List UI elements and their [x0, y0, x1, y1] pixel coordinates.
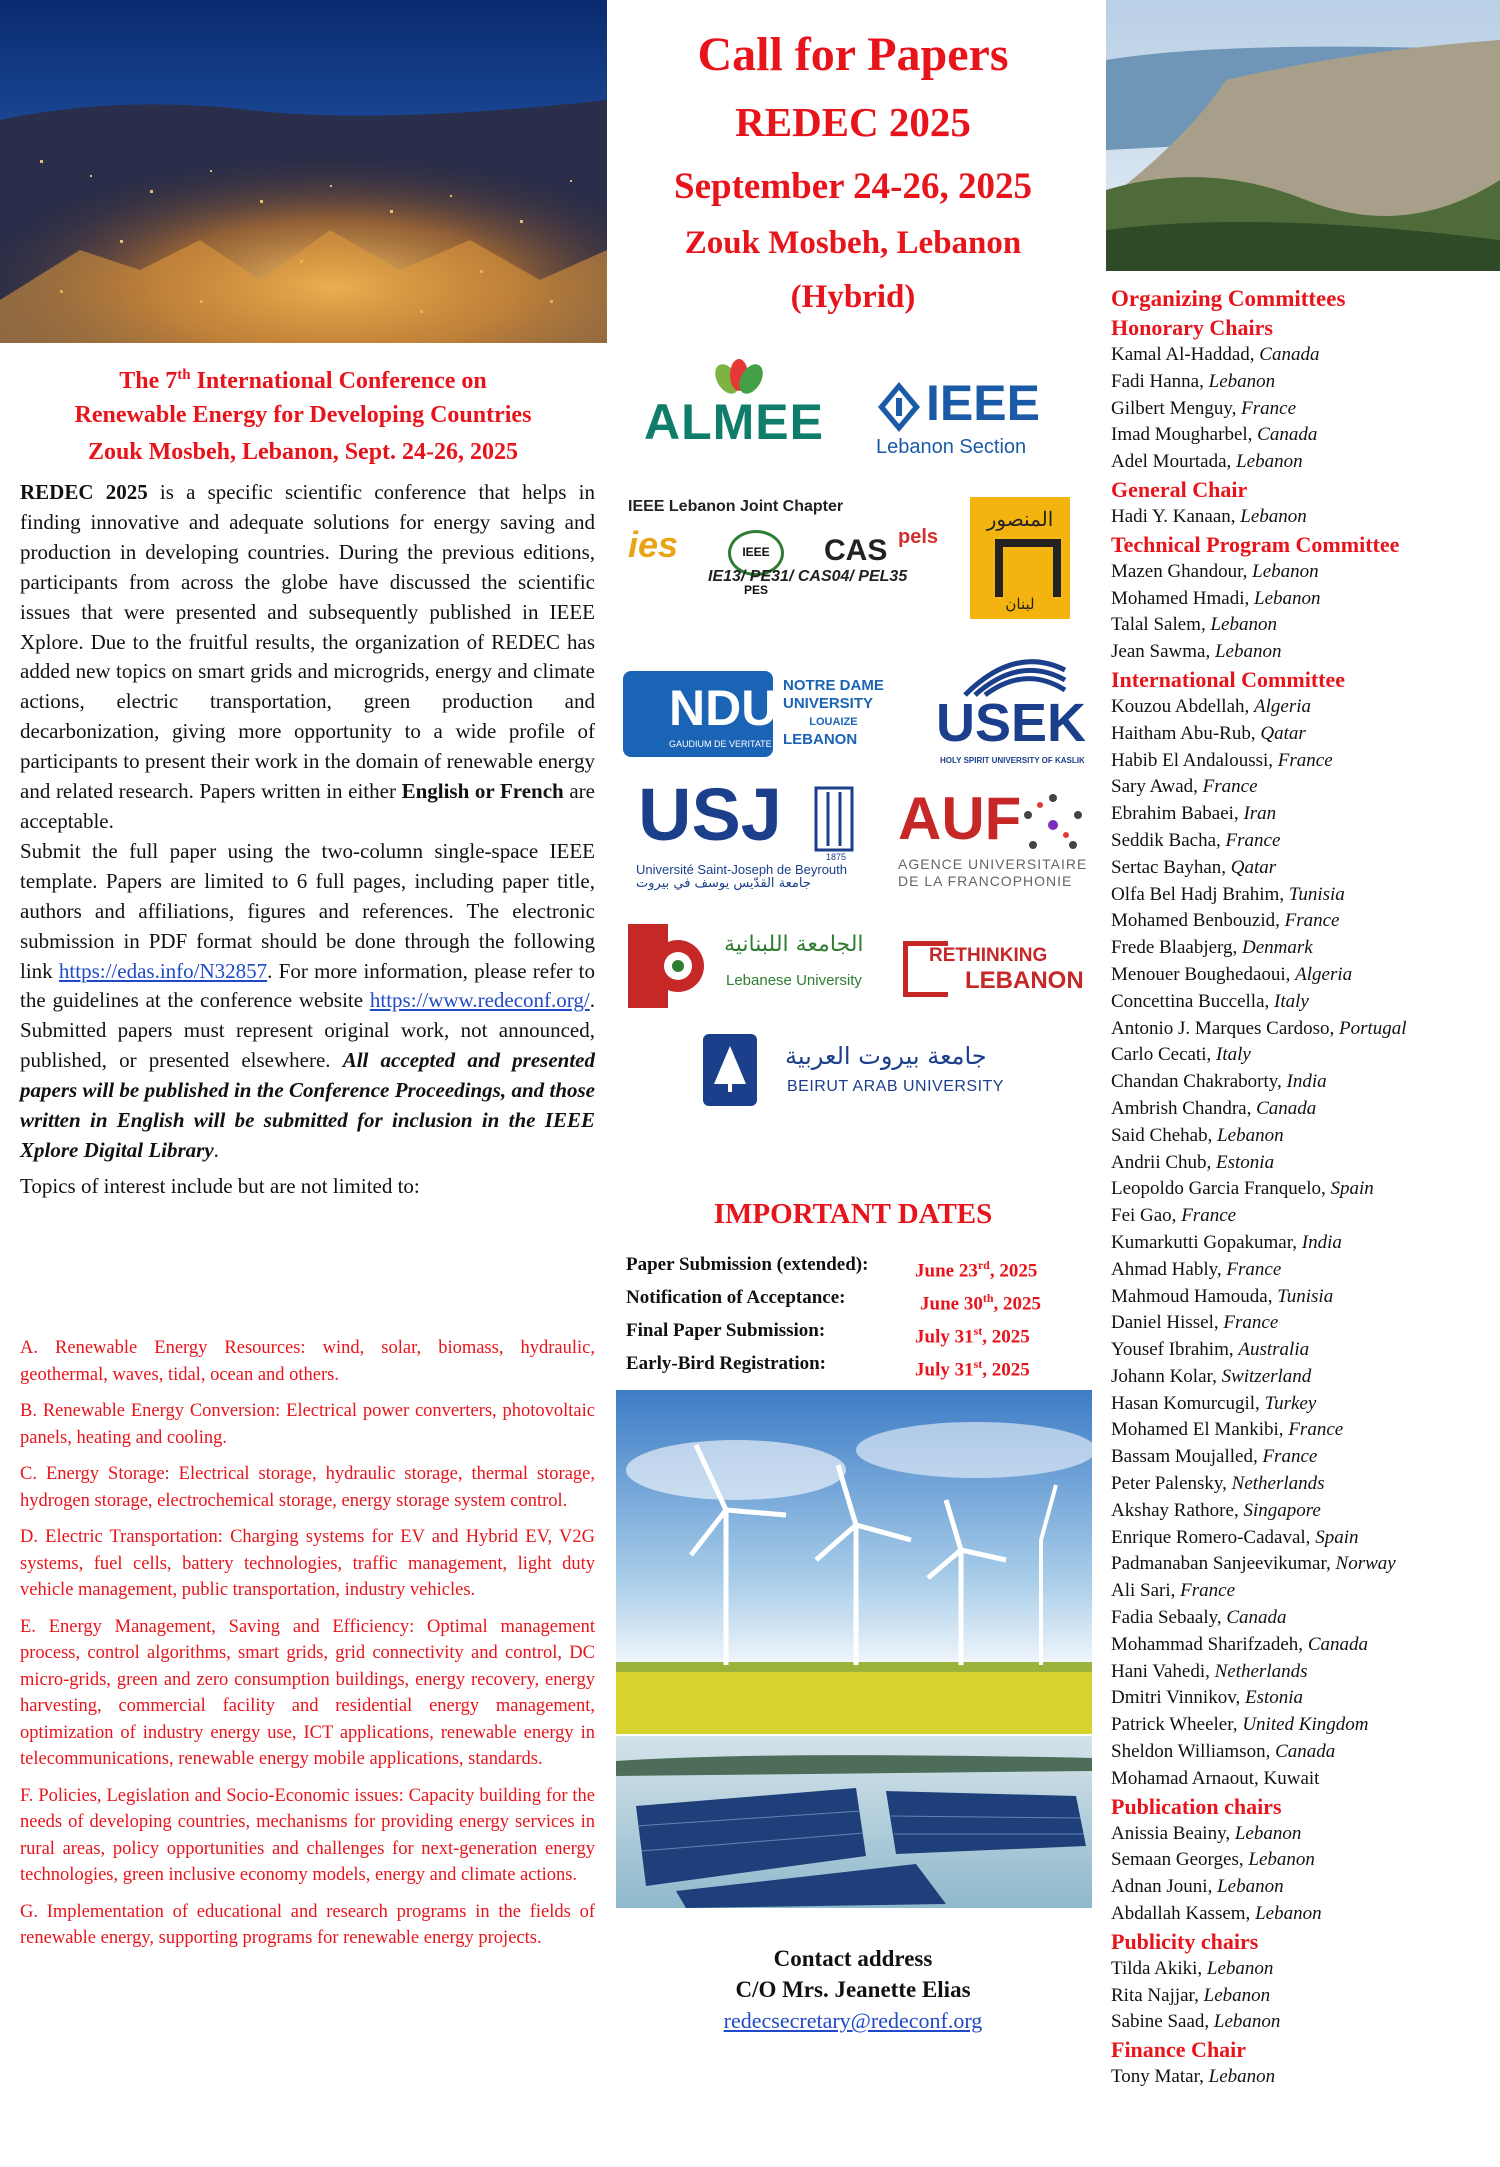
committee-group-title: Publicity chairs: [1111, 1928, 1259, 1954]
committee-member: [1111, 1525, 1496, 1552]
member-country: Singapore: [1243, 1499, 1321, 1521]
member-name: Johann Kolar,: [1111, 1365, 1222, 1387]
member-name: Chandan Chakraborty,: [1111, 1071, 1287, 1093]
ieee-joint-chapter-logo: IEEE Lebanon Joint Chapter ies IEEE PES CAS pels IE13/ PE31/ CAS04/ PEL35: [628, 498, 939, 597]
member-name: Imad Mougharbel,: [1111, 424, 1258, 446]
committee-member: [1111, 855, 1496, 882]
committee-group-title: General Chair: [1111, 476, 1248, 502]
member-country: India: [1301, 1231, 1342, 1253]
intro-paragraph-2: Submit the full paper using the two-column single-space IEEE template. Papers are limited to 6 full pages, including paper title, authors and affiliations, figures and references. The electronic submission in PDF format should be done through the following link https://edas.info/N32857. For more information, please refer to the guidelines at the conference website https://www.redeconf.org/. Submitted papers must represent original work, not announced, published, or presented elsewhere. All accepted and presented papers will be published in the Conference Proceedings, and those written in English will be submitted for inclusion in the IEEE Xplore Digital Library.: [20, 838, 596, 1162]
committee-member: [1111, 449, 1496, 476]
floating-solar-photo: [616, 1736, 1092, 1908]
committee-member: [1111, 935, 1496, 962]
pels-logo: pels: [898, 526, 939, 548]
committee-member: [1111, 801, 1496, 828]
member-name: Kamal Al-Haddad,: [1111, 344, 1260, 365]
member-country: France: [1277, 749, 1333, 771]
committee-member: [1111, 422, 1496, 449]
member-country: Lebanon: [1203, 1984, 1271, 2006]
conference-title-line3: Zouk Mosbeh, Lebanon, Sept. 24-26, 2025: [87, 439, 519, 465]
almee-leaf-icon: [709, 357, 769, 397]
member-name: Andrii Chub,: [1111, 1151, 1217, 1173]
member-name: Hasan Komurcugil,: [1111, 1392, 1265, 1414]
intro-paragraph-1: REDEC 2025 is a specific scientific conference that helps in finding innovative and adequate solutions for energy saving and production in developing countries. During the previous editions, participants from across the globe have discussed the scientific issues that were presented and subsequently published in IEEE Xplore. Due to the fruitful results, the organization of REDEC has added new topics on smart grids and microgrids, energy and climate actions, electric transportation, green production and decarbonization, giving more opportunity to a wide profile of participants to present their work in the domain of renewable energy and related research. Papers written in either English or French are acceptable.: [20, 480, 595, 833]
ieee-diamond-icon: [876, 380, 922, 434]
member-name: Mohamed El Mankibi,: [1111, 1419, 1289, 1441]
member-name: Hani Vahedi,: [1111, 1660, 1215, 1682]
committee-group-title: International Committee: [1111, 666, 1346, 692]
member-country: Lebanon: [1217, 1124, 1284, 1146]
member-country: Tunisia: [1277, 1285, 1334, 1307]
header-call-for-papers: Call for Papers: [697, 28, 1009, 81]
edas-submission-link[interactable]: https://edas.info/N32857: [58, 958, 268, 983]
mansour-logo: المنصور لبنان: [970, 497, 1070, 619]
member-name: Daniel Hissel,: [1111, 1312, 1224, 1334]
committee-member: [1111, 1096, 1496, 1123]
member-country: Lebanon: [1240, 505, 1307, 527]
member-country: Lebanon: [1254, 587, 1321, 609]
member-country: Lebanon: [1214, 641, 1282, 663]
member-country: Lebanon: [1213, 2011, 1281, 2033]
member-name: Haitham Abu-Rub,: [1111, 722, 1261, 744]
member-country: Qatar: [1260, 722, 1306, 744]
topic-item: E. Energy Management, Saving and Efficiency: Optimal management process, control algorithms, smart grids, grid connectivity and control, DC micro-grids, green and zero consumption buildings, energy recovery, energy harvesting, commercial facility and residential energy management, optimization of industry energy use, ICT applications, renewable energy in telecommunications, renewable energy mobile applications, standards.: [20, 1616, 595, 1769]
member-name: Akshay Rathore,: [1111, 1499, 1244, 1521]
committee-member: [1111, 962, 1496, 989]
member-country: Italy: [1274, 990, 1309, 1012]
contact-email-link[interactable]: redecsecretary@redeconf.org: [723, 2008, 983, 2033]
topics-lead: Topics of interest include but are not limited to:: [20, 1173, 420, 1198]
topic-item: G. Implementation of educational and research programs in the fields of renewable energy, supporting programs for renewable energy projects.: [20, 1901, 595, 1948]
member-name: Mazen Ghandour,: [1111, 560, 1253, 582]
beirut-night-photo: [0, 0, 607, 343]
committee-member: [1111, 1123, 1496, 1150]
conference-title-line2: Renewable Energy for Developing Countries: [74, 402, 532, 428]
member-country: France: [1223, 1312, 1279, 1334]
usek-arc-icon: [960, 650, 1070, 698]
committee-member: [1111, 1551, 1496, 1578]
member-name: Tilda Akiki,: [1111, 1957, 1207, 1979]
member-country: Spain: [1330, 1178, 1374, 1200]
member-name: Olfa Bel Hadj Brahim,: [1111, 883, 1289, 905]
committee-member: [1111, 586, 1496, 613]
member-country: Spain: [1315, 1526, 1359, 1548]
member-name: Padmanaban Sanjeevikumar,: [1111, 1553, 1336, 1575]
usek-logo: USEK HOLY SPIRIT UNIVERSITY OF KASLIK: [930, 650, 1090, 770]
committee-member: [1111, 1203, 1496, 1230]
committee-member: [1111, 1284, 1496, 1311]
committee-member: [1111, 504, 1496, 531]
committee-member: [1111, 1632, 1496, 1659]
conference-title: [18, 358, 588, 469]
member-name: Mohamad Arnaout, Kuwait: [1111, 1767, 1320, 1789]
member-country: Portugal: [1338, 1017, 1407, 1039]
committee-member: [1111, 1310, 1496, 1337]
usj-tower-icon: [814, 786, 854, 852]
member-country: United Kingdom: [1242, 1714, 1369, 1736]
committee-group-title: Publication chairs: [1111, 1793, 1282, 1819]
member-name: Menouer Boughedaoui,: [1111, 963, 1296, 985]
member-country: Canada: [1257, 424, 1318, 446]
pes-logo: IEEE PES: [728, 530, 784, 576]
member-country: Lebanon: [1234, 1822, 1302, 1844]
topic-item: A. Renewable Energy Resources: wind, solar, biomass, hydraulic, geothermal, waves, tidal, ocean and others.: [20, 1338, 595, 1385]
ies-logo: ies: [628, 524, 679, 565]
member-country: Lebanon: [1252, 560, 1319, 582]
committee-member: [1111, 369, 1496, 396]
topic-item: C. Energy Storage: Electrical storage, hydraulic storage, thermal storage, hydrogen storage, electrochemical storage, energy storage system control.: [20, 1464, 595, 1511]
committee-member: [1111, 748, 1496, 775]
committee-member: [1111, 1444, 1496, 1471]
member-country: France: [1180, 1580, 1236, 1602]
member-name: Fadi Hanna,: [1111, 370, 1209, 392]
committee-member: [1111, 1016, 1496, 1043]
member-name: Mahmoud Hamouda,: [1111, 1285, 1278, 1307]
committee-member: [1111, 882, 1496, 909]
member-country: Algeria: [1254, 695, 1312, 717]
date-row: Final Paper Submission: July 31st, 2025: [626, 1320, 1030, 1348]
committee-member: [1111, 1230, 1496, 1257]
member-name: Mohamed Benbouzid,: [1111, 910, 1285, 932]
member-name: Bassam Moujalled,: [1111, 1446, 1263, 1468]
committee-member: [1111, 1257, 1496, 1284]
member-country: Lebanon: [1206, 1957, 1274, 1979]
member-country: Qatar: [1230, 856, 1277, 878]
member-name: Sary Awad,: [1111, 776, 1203, 798]
committee-member: [1111, 396, 1496, 423]
committee-member: [1111, 1901, 1496, 1928]
member-country: Canada: [1307, 1633, 1368, 1655]
member-name: Ambrish Chandra,: [1111, 1097, 1257, 1119]
committee-member: [1111, 1659, 1496, 1686]
committee-member: [1111, 774, 1496, 801]
member-name: Yousef Ibrahim,: [1111, 1339, 1239, 1361]
member-name: Ahmad Hably,: [1111, 1258, 1227, 1280]
beirut-arab-university-logo: جامعة بيروت العربية BEIRUT ARAB UNIVERSITY: [703, 1034, 1023, 1114]
conference-website-link[interactable]: https://www.redeconf.org/: [369, 988, 590, 1013]
committee-member: [1111, 2009, 1496, 2036]
conference-title-line1: The 7th International Conference on: [119, 367, 487, 394]
member-name: Jean Sawma,: [1111, 641, 1215, 663]
member-country: France: [1225, 829, 1281, 851]
member-country: Lebanon: [1217, 1876, 1284, 1898]
committee-member: [1111, 694, 1496, 721]
member-country: Canada: [1259, 344, 1320, 365]
committee-member: [1111, 908, 1496, 935]
committee-member: [1111, 1069, 1496, 1096]
member-country: Iran: [1243, 803, 1277, 825]
member-country: Netherlands: [1231, 1473, 1325, 1495]
member-country: France: [1284, 910, 1340, 932]
committee-member: [1111, 1498, 1496, 1525]
member-name: Habib El Andaloussi,: [1111, 749, 1278, 771]
member-name: Peter Palensky,: [1111, 1473, 1232, 1495]
call-for-papers-header: [608, 25, 1098, 323]
member-name: Kouzou Abdellah,: [1111, 695, 1255, 717]
member-country: Estonia: [1216, 1151, 1275, 1173]
member-country: Estonia: [1244, 1687, 1304, 1709]
member-name: Adel Mourtada,: [1111, 451, 1237, 473]
member-name: Sertac Bayhan,: [1111, 856, 1231, 878]
member-country: France: [1202, 776, 1258, 798]
member-country: Australia: [1238, 1339, 1310, 1361]
almee-logo: ALMEE: [644, 357, 834, 457]
member-country: France: [1226, 1258, 1282, 1280]
cas-logo: CAS: [824, 534, 888, 567]
committee-member: [1111, 639, 1496, 666]
ieee-lebanon-logo: IEEE Lebanon Section: [876, 375, 1040, 458]
member-country: Tunisia: [1288, 883, 1345, 905]
header-redec: REDEC 2025: [735, 99, 971, 145]
wind-turbines-photo: [616, 1390, 1092, 1734]
member-country: India: [1286, 1071, 1327, 1093]
member-name: Abdallah Kassem,: [1111, 1903, 1256, 1925]
member-name: Ali Sari,: [1111, 1580, 1181, 1602]
intro-text: [20, 478, 595, 1202]
committee-group-title: Finance Chair: [1111, 2037, 1247, 2063]
member-name: Sabine Saad,: [1111, 2011, 1214, 2033]
topics-list: [20, 1335, 595, 1962]
auf-network-icon: [1018, 790, 1088, 860]
committee-member: [1111, 1956, 1496, 1983]
member-country: Lebanon: [1248, 1849, 1315, 1871]
member-name: Gilbert Menguy,: [1111, 397, 1242, 419]
organizing-committees: [1111, 284, 1496, 2091]
committee-member: [1111, 342, 1496, 369]
date-row: Notification of Acceptance: June 30th, 2025: [626, 1287, 1041, 1315]
date-row: Early-Bird Registration: July 31st, 2025: [626, 1353, 1030, 1381]
date-row: Paper Submission (extended): June 23rd, 2025: [626, 1254, 1038, 1282]
committee-member: [1111, 612, 1496, 639]
member-country: Switzerland: [1221, 1365, 1312, 1387]
committee-member: [1111, 828, 1496, 855]
committee-member: [1111, 1685, 1496, 1712]
committee-group-title: Technical Program Committee: [1111, 531, 1400, 557]
member-name: Enrique Romero-Cadaval,: [1111, 1526, 1316, 1548]
member-name: Mohamed Hmadi,: [1111, 587, 1255, 609]
header-dates: September 24-26, 2025: [674, 166, 1032, 207]
committee-member: [1111, 1983, 1496, 2010]
committee-member: [1111, 1605, 1496, 1632]
member-name: Leopoldo Garcia Franquelo,: [1111, 1178, 1331, 1200]
member-country: Algeria: [1295, 963, 1353, 985]
member-country: Canada: [1226, 1607, 1287, 1629]
member-name: Dmitri Vinnikov,: [1111, 1687, 1245, 1709]
member-name: Hadi Y. Kanaan,: [1111, 505, 1241, 527]
member-country: Lebanon: [1208, 2066, 1276, 2088]
member-name: Anissia Beainy,: [1111, 1822, 1235, 1844]
topic-item: F. Policies, Legislation and Socio-Economic issues: Capacity building for the needs of developing countries, mechanisms for providing energy services in rural areas, policy opportunities and challenges for next-generation energy technologies, green inclusive economy models, energy and climate actions.: [20, 1785, 595, 1885]
member-name: Concettina Buccella,: [1111, 990, 1275, 1012]
member-country: France: [1181, 1205, 1237, 1227]
member-country: Norway: [1335, 1553, 1396, 1575]
member-name: Sheldon Williamson,: [1111, 1741, 1276, 1763]
lebanon-coast-photo: [1106, 0, 1500, 271]
important-dates-table: [626, 1252, 1086, 1385]
lebanese-university-logo: الجامعة اللبنانية Lebanese University: [628, 924, 878, 1008]
committee-member: [1111, 1874, 1496, 1901]
committee-member: [1111, 1042, 1496, 1069]
member-name: Mohammad Sharifzadeh,: [1111, 1633, 1308, 1655]
committee-member: [1111, 1337, 1496, 1364]
member-country: Canada: [1256, 1097, 1317, 1119]
committee-member: [1111, 1739, 1496, 1766]
committee-member: [1111, 1821, 1496, 1848]
committee-member: [1111, 1712, 1496, 1739]
member-name: Adnan Jouni,: [1111, 1876, 1218, 1898]
contact-title: Contact address: [773, 1946, 933, 1971]
member-name: Tony Matar,: [1111, 2066, 1209, 2088]
member-name: Semaan Georges,: [1111, 1849, 1249, 1871]
member-name: Patrick Wheeler,: [1111, 1714, 1243, 1736]
committee-member: [1111, 1150, 1496, 1177]
member-country: Canada: [1275, 1741, 1336, 1763]
committee-member: [1111, 1417, 1496, 1444]
committee-member: [1111, 1176, 1496, 1203]
member-country: France: [1241, 397, 1297, 419]
member-country: Denmark: [1242, 937, 1313, 959]
header-location: Zouk Mosbeh, Lebanon: [684, 225, 1022, 261]
important-dates-title: IMPORTANT DATES: [713, 1198, 993, 1230]
header-hybrid: (Hybrid): [790, 279, 916, 315]
committee-member: [1111, 559, 1496, 586]
member-country: Lebanon: [1255, 1903, 1322, 1925]
contact-address: [608, 1943, 1098, 2036]
member-country: Lebanon: [1210, 614, 1277, 636]
committee-member: [1111, 1471, 1496, 1498]
topic-item: B. Renewable Energy Conversion: Electrical power converters, photovoltaic panels, heating and cooling.: [20, 1401, 595, 1448]
member-name: Kumarkutti Gopakumar,: [1111, 1231, 1302, 1253]
member-name: Rita Najjar,: [1111, 1984, 1204, 2006]
committee-member: [1111, 1391, 1496, 1418]
committees-title: Organizing Committees: [1111, 286, 1346, 311]
ndu-logo: NDU GAUDIUM DE VERITATE NOTRE DAME UNIVERSITY LOUAIZE LEBANON: [623, 671, 918, 757]
member-country: France: [1262, 1446, 1318, 1468]
member-country: Italy: [1216, 1044, 1251, 1066]
committee-member: [1111, 721, 1496, 748]
member-country: Netherlands: [1214, 1660, 1308, 1682]
committee-member: [1111, 1847, 1496, 1874]
member-country: Lebanon: [1208, 370, 1276, 392]
committee-member: [1111, 1766, 1496, 1793]
member-country: Lebanon: [1236, 451, 1303, 473]
member-name: Fei Gao,: [1111, 1205, 1182, 1227]
member-country: Turkey: [1264, 1392, 1317, 1414]
contact-name: C/O Mrs. Jeanette Elias: [735, 1977, 971, 2002]
committee-member: [1111, 2064, 1496, 2091]
committee-group-title: Honorary Chairs: [1111, 315, 1273, 340]
committee-member: [1111, 989, 1496, 1016]
member-name: Frede Blaabjerg,: [1111, 937, 1243, 959]
member-name: Said Chehab,: [1111, 1124, 1218, 1146]
member-name: Carlo Cecati,: [1111, 1044, 1216, 1066]
auf-logo: AUF AGENCE UNIVERSITAIRE DE LA FRANCOPHONIE: [898, 785, 1088, 889]
lebanese-university-emblem-icon: [648, 936, 708, 996]
rethinking-lebanon-logo: RETHINKING LEBANON: [903, 935, 1083, 1015]
member-name: Antonio J. Marques Cardoso,: [1111, 1017, 1339, 1039]
cedar-icon: [710, 1044, 750, 1094]
usj-logo: USJ 1875 Université Saint-Joseph de Beyrouth جامعة القدّيس يوسف في بيروت: [636, 780, 876, 892]
topic-item: D. Electric Transportation: Charging systems for EV and Hybrid EV, V2G systems, fuel cells, battery technologies, traffic management, light duty vehicle management, public transportation, industry vehicles.: [20, 1527, 595, 1600]
member-name: Seddik Bacha,: [1111, 829, 1226, 851]
member-name: Talal Salem,: [1111, 614, 1211, 636]
committee-member: [1111, 1578, 1496, 1605]
member-name: Ebrahim Babaei,: [1111, 803, 1244, 825]
member-country: France: [1288, 1419, 1344, 1441]
committee-member: [1111, 1364, 1496, 1391]
member-name: Fadia Sebaaly,: [1111, 1607, 1227, 1629]
